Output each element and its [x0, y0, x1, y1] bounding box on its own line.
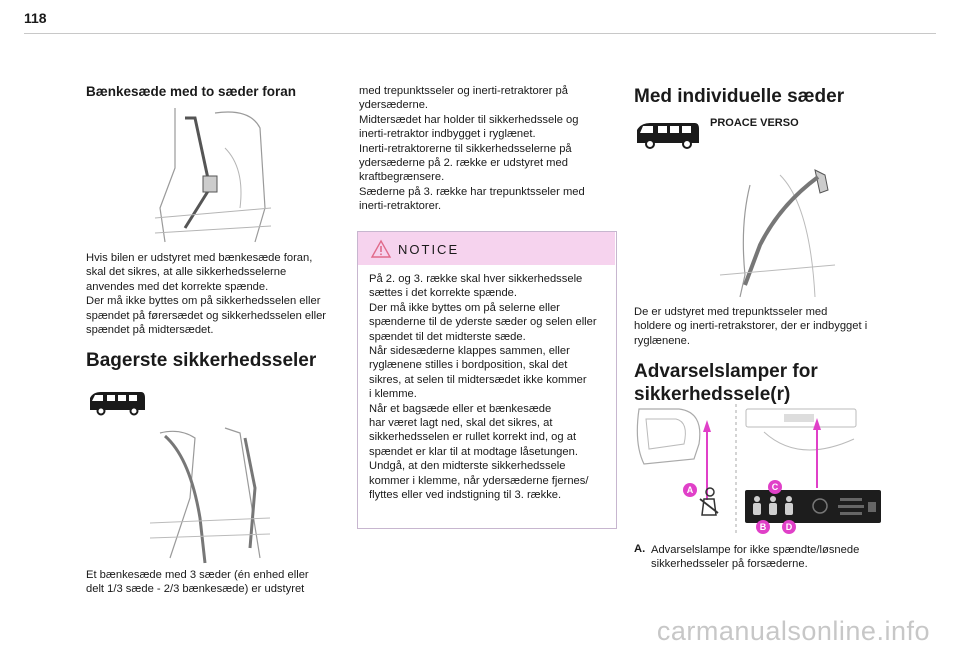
van-icon	[87, 390, 147, 414]
front-bench-seatbelt-illustration	[155, 108, 271, 242]
warning-triangle-icon	[371, 240, 391, 258]
notice-header	[358, 232, 615, 265]
rear-bench-seatbelt-illustration	[150, 428, 270, 563]
van-icon	[634, 120, 702, 148]
watermark: carmanualsonline.info	[656, 616, 930, 646]
callout-b: B	[756, 520, 770, 534]
list-item-a-letter: A.	[634, 543, 646, 555]
individual-seat-illustration	[720, 165, 835, 297]
heading-rear-seatbelts: Bagerste sikkerhedsseler	[86, 350, 317, 371]
page-number: 118	[24, 10, 47, 26]
rear-bench-paragraph: Et bænkesæde med 3 sæder (én enhed eller delt 1/3 sæde - 2/3 bænkesæde) er udstyret	[86, 569, 309, 596]
notice-title: NOTICE	[398, 242, 460, 257]
notice-text: På 2. og 3. række skal hver sikkerhedssele sættes i det korrekte spænde. Der må ikke byttes om på selerne eller spænderne til de yderste sæder og selen eller spændet til det midterste sæde. Når sidesæderne klappes sammen, eller ryglænene stilles i bordposition, skal det sikres, at selen til midtersædet ikke kommer i klemme. Når et bagsæde eller et bænkesæde har været lagt ned, skal det sikres, at sikkerhedsselen er rullet korrekt ind, og at spændet er klar til at modtage låsetungen. Undgå, at den midterste sikkerhedssele kommer i klemme, når ydersæderne fjernes/ flyttes eller ved indstigning til 3. række.	[369, 273, 597, 502]
heading-individual-seats: Med individuelle sæder	[634, 86, 845, 107]
callout-d: D	[782, 520, 796, 534]
heading-warning-lamps: Advarselslamper for sikkerhedssele(r)	[634, 361, 818, 405]
rear-seatbelt-display	[745, 490, 881, 523]
seatbelt-warning-icon	[694, 487, 724, 523]
front-bench-paragraph: Hvis bilen er udstyret med bænkesæde foran, skal det sikres, at alle sikkerhedsselerne anvendes med det korrekte spænde. Der må ikke byttes om på sikkerhedsselen eller spændet på førersædet og sikkerhedsselen eller spændet på midtersædet.	[86, 252, 327, 337]
rear-seatbelt-paragraph: med trepunktsseler og inerti-retraktorer på ydersæderne. Midtersædet har holder til sikkerhedssele og inerti-retraktor indbygget i ryglænet. Inerti-retraktorerne til sikkerhedsselerne på ydersæderne på 2. række er udstyret med kraftbegrænsere. Sæderne på 3. række har trepunktsseler med inerti-retraktorer.	[359, 85, 585, 213]
callout-c: C	[768, 480, 782, 494]
heading-front-bench: Bænkesæde med to sæder foran	[86, 84, 297, 99]
callout-arrow-c	[810, 418, 824, 488]
list-item-a-text: Advarselslampe for ikke spændte/løsnede sikkerhedsseler på forsæderne.	[651, 544, 860, 571]
header-rule	[24, 33, 936, 34]
individual-seats-paragraph: De er udstyret med trepunktsseler med holdere og inerti-retrakstorer, der er indbygget i ryglænene.	[634, 306, 868, 347]
callout-a: A	[683, 483, 697, 497]
model-label: PROACE VERSO	[710, 117, 799, 129]
